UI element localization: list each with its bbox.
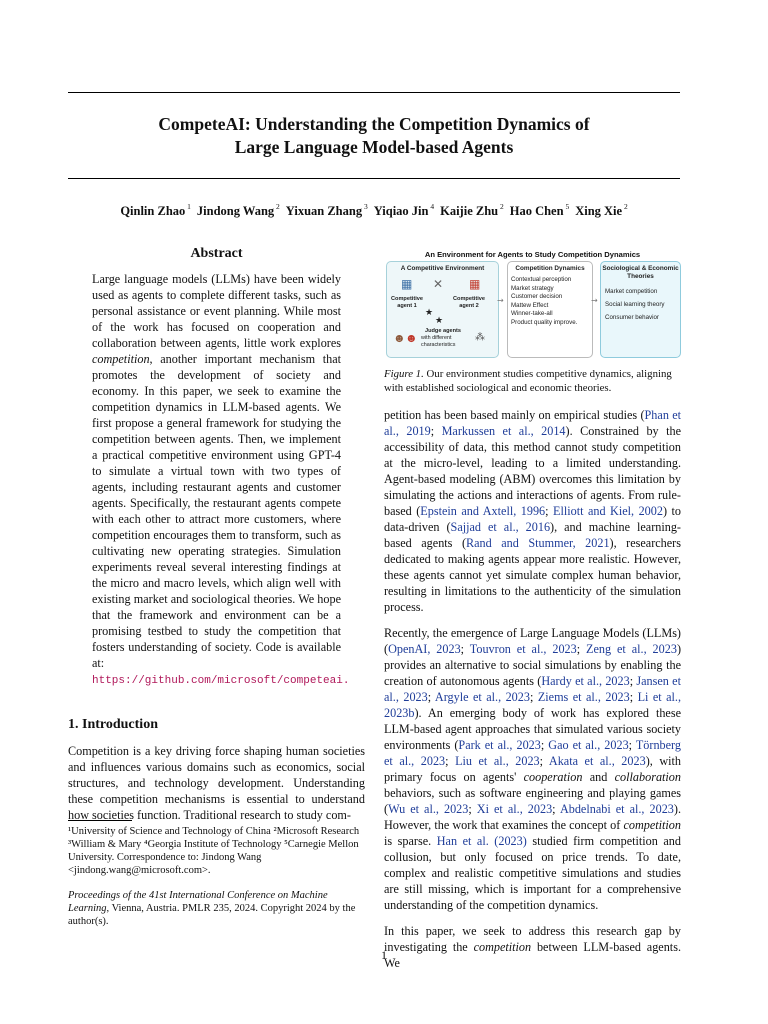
dynamics-item: Winner-take-all (511, 310, 553, 318)
text-run: studied firm competition and collusion, but only focused on price trends. To date, complex and realistic competitive simulations and studies are still missing, which is important for a comprehensive understanding of the competition dynamics. (384, 834, 681, 912)
emphasis: cooperation (523, 770, 583, 784)
text-run: ; (430, 424, 442, 438)
text-run: between LLM-based agents. We (384, 940, 681, 970)
agent-2-label: Competitive agent 2 (452, 296, 485, 309)
text-run: ; (539, 754, 549, 768)
citation-link[interactable]: Elliott and Kiel, 2002 (553, 504, 663, 518)
text-run: ; (460, 642, 470, 656)
citation-link[interactable]: Touvron et al., 2023 (469, 642, 577, 656)
text-run: ; (629, 690, 638, 704)
competitive-environment-box (386, 261, 499, 358)
arrow-icon: → (497, 296, 504, 305)
paper-title (68, 113, 680, 159)
text-run: behaviors, such as software engineering and playing games ( (384, 786, 681, 816)
abstract-text: Large language models (LLMs) have been widely used as agents to complete different tasks, such as personal assistance or event planning. While most of the work has focused on cooperation and collaboration between agents, little work explores competition, another important mechanism that promotes the development of society and economy. In this paper, we seek to examine the competition dynamics in LLM-based agents. We first propose a general framework for studying the competition between agents. Then, we implement a practical competitive environment using GPT-4 to simulate a virtual town with two types of agents, including restaurant agents and customer agents. Specifically, the restaurant agents compete with each other to attract more customers, where competition encourages them to transform, such as cultivating new operating strategies. Simulation experiments reveal several interesting findings at the micro and macro levels, which align well with existing market and sociological theories. We hope that the framework and environment can be a promising testbed to study the competition that fosters understanding of society. Code is available at: https://github.com/microsoft/competeai. (92, 272, 350, 687)
theories-heading: Sociological & Economic Theories (602, 265, 679, 280)
author-affiliation: 1 (185, 202, 191, 211)
text-run: ; (445, 754, 456, 768)
introduction-text: Competition is a key driving force shaping human societies and influences various domains such as economics, social structures, and technology development. Understanding these competition mechanisms is essential to understand how societies function. Traditional research to study com- (68, 744, 365, 822)
agent-1-label: Competitive agent 1 (390, 296, 423, 309)
text-run: In this paper, we seek to address this research gap by investigating the (384, 924, 681, 954)
env-heading: A Competitive Environment (400, 265, 485, 272)
code-link[interactable]: https://github.com/microsoft/competeai. (92, 675, 350, 687)
theory-item: Social learning theory (605, 301, 665, 308)
citation-link[interactable]: Markussen et al., 2014 (441, 424, 566, 438)
author-list (68, 203, 680, 219)
text-run: ) provides an alternative to social simulations by enabling the creation of autonomous agents ( (384, 642, 681, 688)
citation-link[interactable]: Abdelnabi et al., 2023 (559, 802, 674, 816)
left-column (68, 246, 365, 823)
citation-link[interactable]: Xi et al., 2023 (476, 802, 553, 816)
dynamics-item: Customer decision (511, 293, 563, 301)
arrow-icon-2: → (591, 296, 598, 305)
proceedings-note: Proceedings of the 41st International Conference on Machine Learning, Vienna, Austria. PMLR 235, 2024. Copyright 2024 by the author(s). (68, 890, 356, 927)
star-icon: ★ (425, 307, 434, 317)
theories-box (600, 261, 681, 358)
author-name: Qinlin Zhao $^1$ (120, 202, 191, 219)
author-affiliation: 3 (362, 202, 368, 211)
text-run: ; (545, 504, 554, 518)
star-icon-2: ★ (435, 315, 444, 325)
right-paragraph-2 (384, 625, 681, 913)
text-run: is sparse. (384, 834, 437, 848)
dynamics-item: Contextual perception (511, 276, 572, 283)
abstract-heading: Abstract (190, 246, 243, 261)
crossed-utensils-icon: ✕ (433, 277, 444, 291)
citation-link[interactable]: Argyle et al., 2023 (434, 690, 530, 704)
text-run: ; (427, 690, 435, 704)
text-run: Recently, the emergence of Large Language Models (LLMs) ( (384, 626, 681, 656)
text-run: ). However, the work that examines the concept of (384, 802, 682, 832)
citation-link[interactable]: Park et al., 2023 (458, 738, 541, 752)
affiliations-footnote: ¹University of Science and Technology of China ²Microsoft Research ³William & Mary ⁴Georgia Institute of Technology ⁵Carnegie Mellon University. Correspondence to: Jindong Wang <jindong.wang@microsoft.com>. (68, 826, 360, 876)
judge-agents-label: Judge agents (424, 328, 462, 334)
network-icon: ⁂ (475, 332, 485, 343)
title-line-1: CompeteAI: Understanding the Competition Dynamics of (158, 114, 590, 134)
citation-link[interactable]: Wu et al., 2023 (388, 802, 469, 816)
text-run: and (582, 770, 615, 784)
dynamics-item: Market strategy (511, 284, 554, 292)
citation-link[interactable]: OpenAI, 2023 (388, 642, 461, 656)
theory-item: Market competition (605, 288, 658, 295)
dynamics-item: Mattew Effect (511, 301, 549, 309)
judge-agents-sublabel: with different characteristics (421, 335, 456, 348)
restaurant-icon: ▦ (401, 277, 413, 291)
right-paragraph-1 (384, 407, 681, 615)
dynamics-item: Product quality improve. (511, 318, 578, 326)
text-run: ; (576, 642, 587, 656)
text-run: ; (629, 674, 637, 688)
text-run: ). Constrained by the accessibility of data, this method cannot study competition at the micro-level, leading to a limited understanding. Agent-based modeling (ABM) overcomes this limitation by simulating the actions and interactions of agents. From rule-based ( (384, 424, 681, 518)
text-run: ; (529, 690, 538, 704)
author-affiliation: 2 (498, 202, 504, 211)
right-column (384, 250, 681, 971)
citation-link[interactable]: Han et al. (2023) (436, 834, 527, 848)
citation-link[interactable]: Liu et al., 2023 (455, 754, 540, 768)
text-run: ). An emerging body of work has explored these LLM-based agent approaches that simulated various society environments ( (384, 706, 681, 752)
title-line-2: Large Language Model-based Agents (234, 137, 514, 157)
author-affiliation: 5 (563, 202, 570, 211)
citation-link[interactable]: Zeng et al., 2023 (586, 642, 677, 656)
author-name: Xing Xie $^2$ (575, 202, 628, 219)
citation-link[interactable]: Akata et al., 2023 (548, 754, 646, 768)
author-name: Yiqiao Jin $^4$ (373, 202, 435, 219)
emphasis: competition (473, 940, 532, 954)
text-run: ) to data-driven ( (384, 504, 681, 534)
citation-link[interactable]: Li et al., 2023b (384, 690, 682, 720)
introduction-heading: 1. Introduction (68, 717, 158, 732)
text-run: ), with primary focus on agents' (384, 754, 681, 784)
figure-caption: Figure 1. Our environment studies competitive dynamics, aligning with established sociological and economic theories. (384, 368, 672, 394)
citation-link[interactable]: Törnberg et al., 2023 (384, 738, 681, 768)
emphasis: competition (623, 818, 681, 832)
top-rule (68, 92, 680, 93)
dynamics-items (508, 273, 592, 328)
footnote-rule (68, 820, 132, 821)
citation-link[interactable]: Rand and Stummer, 2021 (466, 536, 610, 550)
author-affiliation: 4 (428, 202, 435, 211)
dynamics-heading: Competition Dynamics (515, 265, 585, 272)
citation-link[interactable]: Gao et al., 2023 (548, 738, 629, 752)
citation-link[interactable]: Jansen et al., 2023 (384, 674, 681, 704)
person-icon: ☻ (393, 331, 406, 345)
person-icon-2: ☻ (405, 331, 418, 345)
theory-item: Consumer behavior (605, 314, 659, 321)
footnotes (68, 820, 365, 928)
restaurant-icon-2: ▦ (469, 277, 481, 291)
text-run: ; (540, 738, 549, 752)
theories-items (601, 281, 680, 324)
author-affiliation: 2 (274, 202, 280, 211)
citation-link[interactable]: Epstein and Axtell, 1996 (420, 504, 546, 518)
text-run: ; (552, 802, 560, 816)
citation-link[interactable]: Sajjad et al., 2016 (450, 520, 551, 534)
author-name: Jindong Wang $^2$ (196, 202, 280, 219)
right-paragraph-3 (384, 923, 681, 971)
figure-title: An Environment for Agents to Study Competition Dynamics (424, 250, 641, 259)
emphasis: collaboration (614, 770, 681, 784)
text-run: ; (468, 802, 477, 816)
author-name: Hao Chen $^5$ (509, 202, 570, 219)
citation-link[interactable]: Phan et al., 2019 (384, 408, 681, 438)
figure-1 (384, 250, 681, 362)
text-run: petition has been based mainly on empirical studies ( (384, 408, 645, 422)
competition-dynamics-box (507, 261, 593, 358)
text-run: ; (628, 738, 636, 752)
author-name: Yixuan Zhang $^3$ (285, 202, 368, 219)
page-number: 1 (381, 948, 387, 962)
author-affiliation: 2 (622, 202, 628, 211)
title-bottom-rule (68, 178, 680, 179)
author-name: Kaijie Zhu $^2$ (440, 202, 504, 219)
citation-link[interactable]: Ziems et al., 2023 (537, 690, 630, 704)
text-run: ), and machine learning-based agents ( (384, 520, 681, 550)
text-run: ), researchers dedicated to making agents appear more realistic. However, these agents cannot yet simulate complex human behavior, resulting in limitations to the authenticity of the simulation process. (384, 536, 681, 614)
citation-link[interactable]: Hardy et al., 2023 (541, 674, 630, 688)
